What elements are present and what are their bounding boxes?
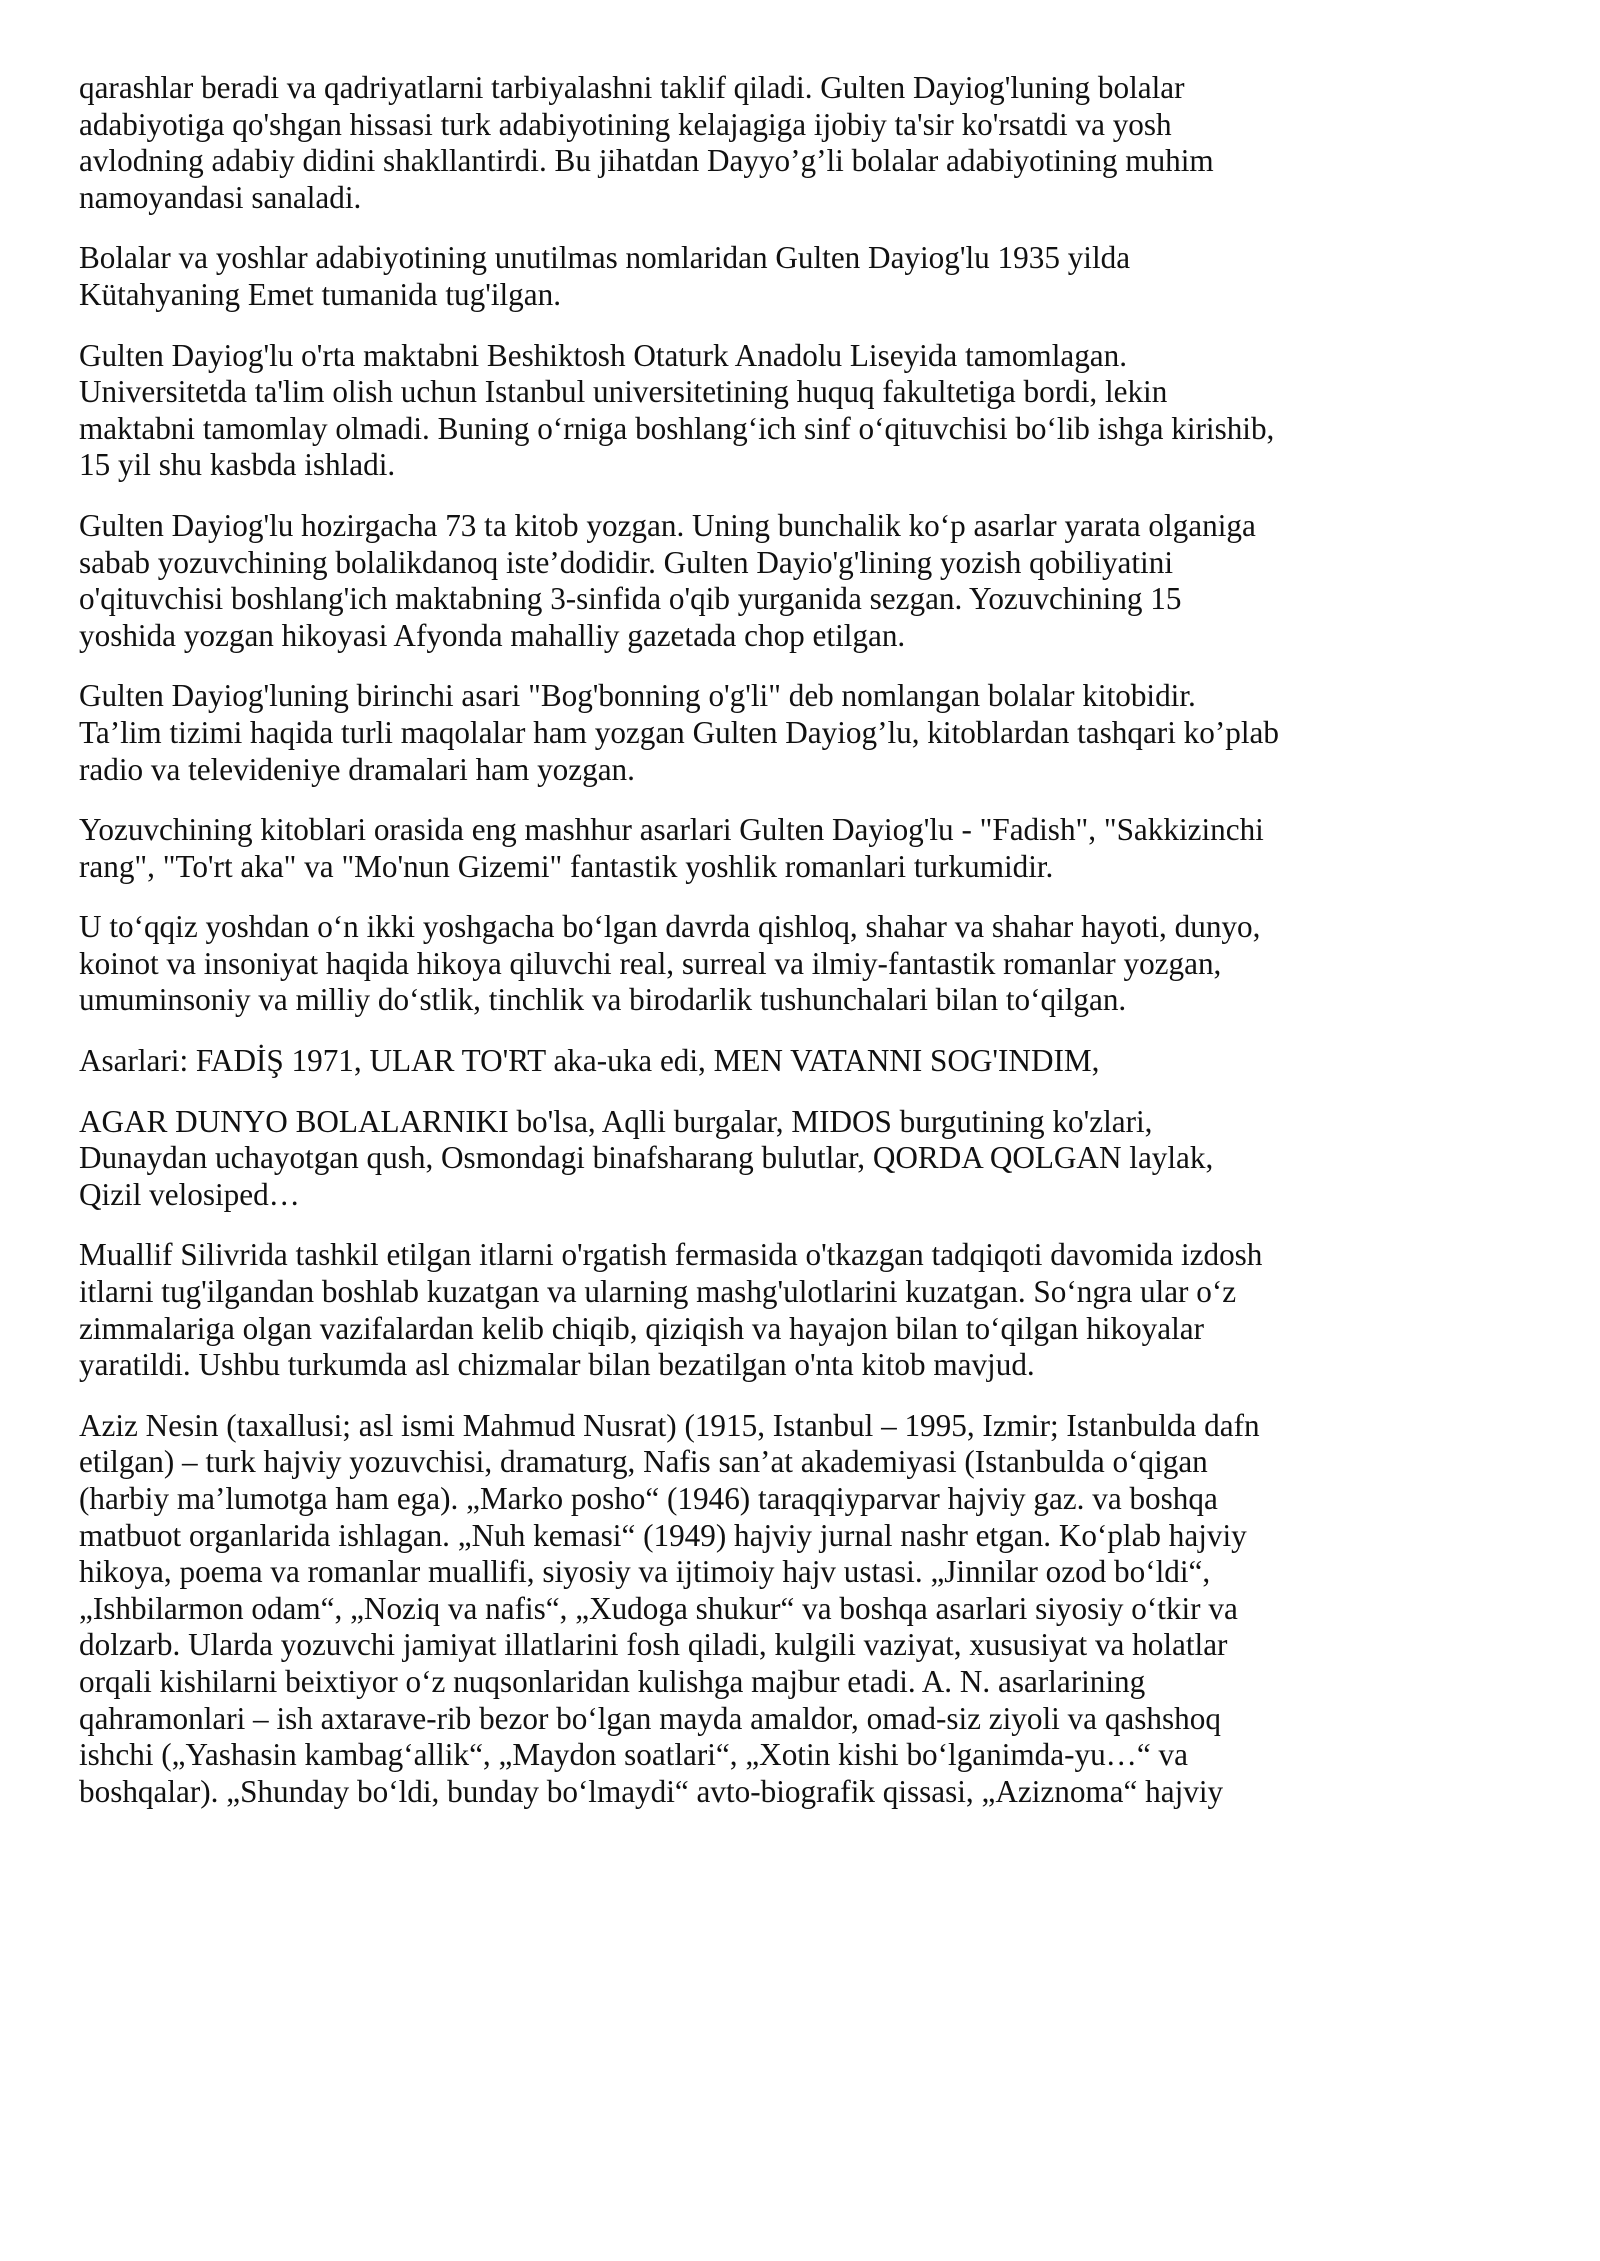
text-line: dolzarb. Ularda yozuvchi jamiyat illatlarini fosh qiladi, kulgili vaziyat, xususiyat va holatlar — [79, 1627, 1228, 1663]
text-line: adabiyotiga qo'shgan hissasi turk adabiyotining kelajagiga ijobiy ta'sir ko'rsatdi va yosh — [79, 106, 1172, 142]
text-line: Dunaydan uchayotgan qush, Osmondagi binafsharang bulutlar, QORDA QOLGAN laylak, — [79, 1140, 1214, 1176]
text-line: qahramonlari – ish axtarave-rib bezor boʻlgan mayda amaldor, omad-siz ziyoli va qashshoq — [79, 1700, 1221, 1736]
text-line: 15 yil shu kasbda ishladi. — [79, 447, 396, 483]
text-line: o'qituvchisi boshlang'ich maktabning 3-sinfida o'qib yurganida sezgan. Yozuvchining 15 — [79, 581, 1182, 617]
text-line: qarashlar beradi va qadriyatlarni tarbiyalashni taklif qiladi. Gulten Dayiog'luning bolalar — [79, 70, 1185, 105]
text-line: rang", "To'rt aka" va "Mo'nun Gizemi" fantastik yoshlik romanlari turkumidir. — [79, 848, 1054, 884]
text-line: umuminsoniy va milliy doʻstlik, tinchlik va birodarlik tushunchalari bilan toʻqilgan. — [79, 982, 1127, 1018]
text-line: orqali kishilarni beixtiyor oʻz nuqsonlaridan kulishga majbur etadi. A. N. asarlarining — [79, 1663, 1146, 1699]
paragraph-works-list-start — [79, 1043, 1549, 1080]
paragraph-books-count — [79, 508, 1549, 654]
paragraph-education — [79, 338, 1549, 484]
text-line: U toʻqqiz yoshdan oʻn ikki yoshgacha boʻlgan davrda qishloq, shahar va shahar hayoti, dunyo, — [79, 909, 1261, 945]
paragraph-dayioglu-contribution — [79, 70, 1549, 216]
text-line: avlodning adabiy didini shakllantirdi. Bu jihatdan Dayyo’g’li bolalar adabiyotining muhim — [79, 143, 1214, 179]
text-line: AGAR DUNYO BOLALARNIKI bo'lsa, Aqlli burgalar, MIDOS burgutining ko'zlari, — [79, 1103, 1153, 1139]
text-line: hikoya, poema va romanlar muallifi, siyosiy va ijtimoiy hajv ustasi. „Jinnilar ozod boʻldi“, — [79, 1554, 1211, 1590]
paragraph-aziz-nesin — [79, 1408, 1549, 1811]
text-line: ishchi („Yashasin kambagʻallik“, „Maydon soatlari“, „Xotin kishi boʻlganimda-yu…“ va — [79, 1737, 1188, 1773]
text-line: Kütahyaning Emet tumanida tug'ilgan. — [79, 276, 561, 312]
text-line: Aziz Nesin (taxallusi; asl ismi Mahmud Nusrat) (1915, Istanbul – 1995, Izmir; Istanbulda dafn — [79, 1407, 1260, 1443]
paragraph-novels-themes — [79, 909, 1549, 1019]
paragraph-first-work — [79, 678, 1549, 788]
text-line: Bolalar va yoshlar adabiyotining unutilmas nomlaridan Gulten Dayiog'lu 1935 yilda — [79, 240, 1131, 276]
text-line: yoshida yozgan hikoyasi Afyonda mahalliy gazetada chop etilgan. — [79, 617, 906, 653]
text-line: Muallif Silivrida tashkil etilgan itlarni o'rgatish fermasida o'tkazgan tadqiqoti davomida izdosh — [79, 1237, 1263, 1273]
text-line: boshqalar). „Shunday boʻldi, bunday boʻlmaydi“ avto-biografik qissasi, „Aziznoma“ hajviy — [79, 1773, 1224, 1809]
text-line: koinot va insoniyat haqida hikoya qiluvchi real, surreal va ilmiy-fantastik romanlar yozgan, — [79, 945, 1222, 981]
text-line: Asarlari: FADİŞ 1971, ULAR TO'RT aka-uka edi, MEN VATANNI SOG'INDIM, — [79, 1043, 1100, 1079]
text-line: Yozuvchining kitoblari orasida eng mashhur asarlari Gulten Dayiog'lu - "Fadish", "Sakkizinchi — [79, 812, 1264, 848]
text-line: zimmalariga olgan vazifalardan kelib chiqib, qiziqish va hayajon bilan toʻqilgan hikoyalar — [79, 1310, 1204, 1346]
text-line: Gulten Dayiog'luning birinchi asari "Bog'bonning o'g'li" deb nomlangan bolalar kitobidir. — [79, 678, 1196, 714]
text-line: itlarni tug'ilgandan boshlab kuzatgan va ularning mashg'ulotlarini kuzatgan. Soʻngra ular oʻz — [79, 1274, 1237, 1310]
text-line: radio va televideniye dramalari ham yozgan. — [79, 751, 635, 787]
text-line: Ta’lim tizimi haqida turli maqolalar ham yozgan Gulten Dayiog’lu, kitoblardan tashqari ko’plab — [79, 714, 1279, 750]
text-line: Universitetda ta'lim olish uchun Istanbul universitetining huquq fakultetiga bordi, lekin — [79, 374, 1168, 410]
paragraph-dog-training-series — [79, 1237, 1549, 1383]
text-line: matbuot organlarida ishlagan. „Nuh kemasi“ (1949) hajviy jurnal nashr etgan. Koʻplab hajviy — [79, 1517, 1247, 1553]
text-line: etilgan) – turk hajviy yozuvchisi, dramaturg, Nafis sanʼat akademiyasi (Istanbulda oʻqigan — [79, 1444, 1208, 1480]
text-line: yaratildi. Ushbu turkumda asl chizmalar bilan bezatilgan o'nta kitob mavjud. — [79, 1347, 1035, 1383]
text-line: maktabni tamomlay olmadi. Buning oʻrniga boshlangʻich sinf oʻqituvchisi boʻlib ishga kirishib, — [79, 410, 1275, 446]
paragraph-famous-works — [79, 812, 1549, 885]
paragraph-works-list-continued — [79, 1104, 1549, 1214]
text-line: Qizil velosiped… — [79, 1176, 300, 1212]
document-page — [79, 70, 1549, 1834]
text-line: (harbiy maʼlumotga ham ega). „Marko posho“ (1946) taraqqiyparvar hajviy gaz. va boshqa — [79, 1481, 1218, 1516]
text-line: „Ishbilarmon odam“, „Noziq va nafis“, „Xudoga shukur“ va boshqa asarlari siyosiy oʻtkir va — [79, 1590, 1238, 1626]
paragraph-birth — [79, 240, 1549, 313]
text-line: Gulten Dayiog'lu hozirgacha 73 ta kitob yozgan. Uning bunchalik koʻp asarlar yarata olganiga — [79, 507, 1256, 543]
text-line: namoyandasi sanaladi. — [79, 179, 362, 215]
text-line: sabab yozuvchining bolalikdanoq isteʼdodidir. Gulten Dayio'g'lining yozish qobiliyatini — [79, 544, 1173, 580]
text-line: Gulten Dayiog'lu o'rta maktabni Beshiktosh Otaturk Anadolu Liseyida tamomlagan. — [79, 337, 1128, 373]
